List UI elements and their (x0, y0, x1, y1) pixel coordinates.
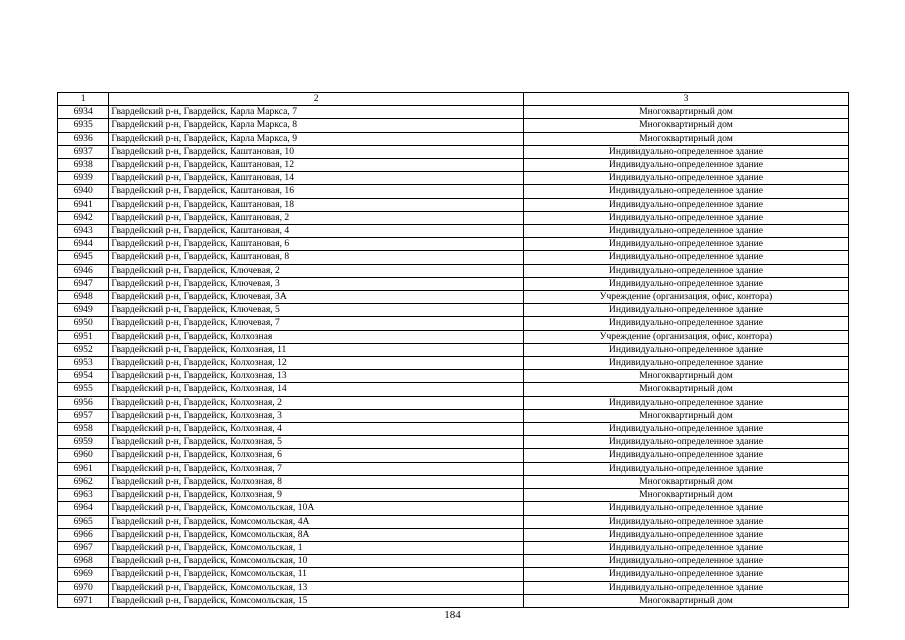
row-address: Гвардейский р-н, Гвардейск, Каштановая, 2 (109, 211, 524, 224)
row-address: Гвардейский р-н, Гвардейск, Колхозная, 14 (109, 383, 524, 396)
row-address: Гвардейский р-н, Гвардейск, Каштановая, 18 (109, 198, 524, 211)
table-row (58, 238, 849, 251)
row-number: 6934 (58, 106, 109, 119)
row-building-type: Индивидуально-определенное здание (523, 277, 848, 290)
row-building-type: Учреждение (организация, офис, контора) (523, 330, 848, 343)
row-address: Гвардейский р-н, Гвардейск, Карла Маркса, 9 (109, 132, 524, 145)
row-address: Гвардейский р-н, Гвардейск, Колхозная, 4 (109, 423, 524, 436)
table-row (58, 132, 849, 145)
table-row (58, 436, 849, 449)
row-building-type: Индивидуально-определенное здание (523, 357, 848, 370)
row-address: Гвардейский р-н, Гвардейск, Каштановая, 6 (109, 238, 524, 251)
row-number: 6949 (58, 304, 109, 317)
table-row (58, 370, 849, 383)
table-row (58, 264, 849, 277)
table-row (58, 555, 849, 568)
row-number: 6948 (58, 291, 109, 304)
table-row (58, 515, 849, 528)
row-address: Гвардейский р-н, Гвардейск, Комсомольская, 10 (109, 555, 524, 568)
table-row (58, 594, 849, 607)
row-number: 6937 (58, 145, 109, 158)
row-building-type: Многоквартирный дом (523, 383, 848, 396)
row-number: 6940 (58, 185, 109, 198)
table-row (58, 528, 849, 541)
row-number: 6942 (58, 211, 109, 224)
row-number: 6950 (58, 317, 109, 330)
row-building-type: Учреждение (организация, офис, контора) (523, 291, 848, 304)
table-row (58, 119, 849, 132)
row-building-type: Многоквартирный дом (523, 119, 848, 132)
row-address: Гвардейский р-н, Гвардейск, Каштановая, 16 (109, 185, 524, 198)
table-header (58, 93, 849, 106)
row-address: Гвардейский р-н, Гвардейск, Ключевая, 7 (109, 317, 524, 330)
row-address: Гвардейский р-н, Гвардейск, Карла Маркса, 7 (109, 106, 524, 119)
table-row (58, 409, 849, 422)
row-building-type: Многоквартирный дом (523, 594, 848, 607)
row-number: 6971 (58, 594, 109, 607)
table-row (58, 251, 849, 264)
row-number: 6960 (58, 449, 109, 462)
row-address: Гвардейский р-н, Гвардейск, Ключевая, 3 (109, 277, 524, 290)
row-address: Гвардейский р-н, Гвардейск, Ключевая, 2 (109, 264, 524, 277)
row-building-type: Индивидуально-определенное здание (523, 555, 848, 568)
row-number: 6945 (58, 251, 109, 264)
row-address: Гвардейский р-н, Гвардейск, Комсомольская, 10А (109, 502, 524, 515)
row-building-type: Многоквартирный дом (523, 370, 848, 383)
row-number: 6951 (58, 330, 109, 343)
table-row (58, 462, 849, 475)
row-building-type: Многоквартирный дом (523, 475, 848, 488)
table-row (58, 185, 849, 198)
row-building-type: Многоквартирный дом (523, 106, 848, 119)
row-number: 6959 (58, 436, 109, 449)
row-building-type: Индивидуально-определенное здание (523, 238, 848, 251)
row-address: Гвардейский р-н, Гвардейск, Колхозная, 7 (109, 462, 524, 475)
row-number: 6957 (58, 409, 109, 422)
row-address: Гвардейский р-н, Гвардейск, Ключевая, 3А (109, 291, 524, 304)
table-row (58, 343, 849, 356)
row-building-type: Индивидуально-определенное здание (523, 449, 848, 462)
table-row (58, 211, 849, 224)
row-number: 6964 (58, 502, 109, 515)
row-number: 6947 (58, 277, 109, 290)
row-building-type: Индивидуально-определенное здание (523, 145, 848, 158)
row-address: Гвардейский р-н, Гвардейск, Каштановая, 8 (109, 251, 524, 264)
table-row (58, 502, 849, 515)
row-address: Гвардейский р-н, Гвардейск, Комсомольская, 4А (109, 515, 524, 528)
row-number: 6956 (58, 396, 109, 409)
table-row (58, 225, 849, 238)
table-row (58, 357, 849, 370)
row-address: Гвардейский р-н, Гвардейск, Колхозная, 6 (109, 449, 524, 462)
table-row (58, 277, 849, 290)
table-row (58, 423, 849, 436)
row-building-type: Индивидуально-определенное здание (523, 541, 848, 554)
row-address: Гвардейский р-н, Гвардейск, Каштановая, 4 (109, 225, 524, 238)
table-row (58, 475, 849, 488)
table-row (58, 383, 849, 396)
header-col-3: 3 (523, 93, 848, 106)
row-address: Гвардейский р-н, Гвардейск, Колхозная, 2 (109, 396, 524, 409)
table-row (58, 489, 849, 502)
row-address: Гвардейский р-н, Гвардейск, Колхозная (109, 330, 524, 343)
row-building-type: Индивидуально-определенное здание (523, 568, 848, 581)
row-address: Гвардейский р-н, Гвардейск, Ключевая, 5 (109, 304, 524, 317)
row-address: Гвардейский р-н, Гвардейск, Колхозная, 11 (109, 343, 524, 356)
header-col-2: 2 (109, 93, 524, 106)
row-building-type: Индивидуально-определенное здание (523, 172, 848, 185)
row-building-type: Индивидуально-определенное здание (523, 502, 848, 515)
page-number: 184 (444, 609, 461, 621)
row-number: 6939 (58, 172, 109, 185)
row-number: 6962 (58, 475, 109, 488)
row-address: Гвардейский р-н, Гвардейск, Комсомольская, 15 (109, 594, 524, 607)
row-building-type: Многоквартирный дом (523, 489, 848, 502)
row-address: Гвардейский р-н, Гвардейск, Колхозная, 8 (109, 475, 524, 488)
row-number: 6970 (58, 581, 109, 594)
table-body (58, 106, 849, 608)
row-number: 6936 (58, 132, 109, 145)
row-address: Гвардейский р-н, Гвардейск, Комсомольская, 8А (109, 528, 524, 541)
table-row (58, 568, 849, 581)
table-row (58, 449, 849, 462)
header-col-1: 1 (58, 93, 109, 106)
row-building-type: Индивидуально-определенное здание (523, 515, 848, 528)
row-number: 6967 (58, 541, 109, 554)
row-address: Гвардейский р-н, Гвардейск, Колхозная, 3 (109, 409, 524, 422)
row-address: Гвардейский р-н, Гвардейск, Колхозная, 12 (109, 357, 524, 370)
table-row (58, 396, 849, 409)
row-building-type: Многоквартирный дом (523, 132, 848, 145)
table-row (58, 581, 849, 594)
table-row (58, 304, 849, 317)
row-number: 6935 (58, 119, 109, 132)
table-row (58, 291, 849, 304)
row-number: 6938 (58, 159, 109, 172)
row-number: 6944 (58, 238, 109, 251)
header-row (58, 93, 849, 106)
row-building-type: Индивидуально-определенное здание (523, 264, 848, 277)
table-row (58, 330, 849, 343)
row-address: Гвардейский р-н, Гвардейск, Колхозная, 9 (109, 489, 524, 502)
table-row (58, 106, 849, 119)
row-building-type: Индивидуально-определенное здание (523, 251, 848, 264)
row-building-type: Индивидуально-определенное здание (523, 317, 848, 330)
table-row (58, 317, 849, 330)
row-building-type: Индивидуально-определенное здание (523, 185, 848, 198)
row-number: 6954 (58, 370, 109, 383)
row-building-type: Индивидуально-определенное здание (523, 423, 848, 436)
buildings-table (57, 92, 849, 608)
table-row (58, 172, 849, 185)
row-building-type: Индивидуально-определенное здание (523, 581, 848, 594)
row-number: 6965 (58, 515, 109, 528)
row-building-type: Многоквартирный дом (523, 409, 848, 422)
row-building-type: Индивидуально-определенное здание (523, 528, 848, 541)
row-address: Гвардейский р-н, Гвардейск, Каштановая, 10 (109, 145, 524, 158)
row-address: Гвардейский р-н, Гвардейск, Карла Маркса, 8 (109, 119, 524, 132)
row-building-type: Индивидуально-определенное здание (523, 436, 848, 449)
row-number: 6941 (58, 198, 109, 211)
row-address: Гвардейский р-н, Гвардейск, Комсомольская, 11 (109, 568, 524, 581)
table-row (58, 541, 849, 554)
row-building-type: Индивидуально-определенное здание (523, 159, 848, 172)
row-number: 6968 (58, 555, 109, 568)
row-number: 6946 (58, 264, 109, 277)
row-building-type: Индивидуально-определенное здание (523, 225, 848, 238)
row-building-type: Индивидуально-определенное здание (523, 304, 848, 317)
row-building-type: Индивидуально-определенное здание (523, 462, 848, 475)
row-number: 6961 (58, 462, 109, 475)
row-address: Гвардейский р-н, Гвардейск, Колхозная, 13 (109, 370, 524, 383)
row-address: Гвардейский р-н, Гвардейск, Комсомольская, 13 (109, 581, 524, 594)
row-building-type: Индивидуально-определенное здание (523, 343, 848, 356)
row-building-type: Индивидуально-определенное здание (523, 396, 848, 409)
row-number: 6955 (58, 383, 109, 396)
row-address: Гвардейский р-н, Гвардейск, Комсомольская, 1 (109, 541, 524, 554)
table-row (58, 145, 849, 158)
row-number: 6958 (58, 423, 109, 436)
row-address: Гвардейский р-н, Гвардейск, Каштановая, 12 (109, 159, 524, 172)
table-row (58, 159, 849, 172)
row-number: 6969 (58, 568, 109, 581)
row-number: 6963 (58, 489, 109, 502)
row-building-type: Индивидуально-определенное здание (523, 211, 848, 224)
row-address: Гвардейский р-н, Гвардейск, Колхозная, 5 (109, 436, 524, 449)
row-building-type: Индивидуально-определенное здание (523, 198, 848, 211)
row-number: 6966 (58, 528, 109, 541)
row-address: Гвардейский р-н, Гвардейск, Каштановая, 14 (109, 172, 524, 185)
row-number: 6943 (58, 225, 109, 238)
row-number: 6952 (58, 343, 109, 356)
table-row (58, 198, 849, 211)
row-number: 6953 (58, 357, 109, 370)
